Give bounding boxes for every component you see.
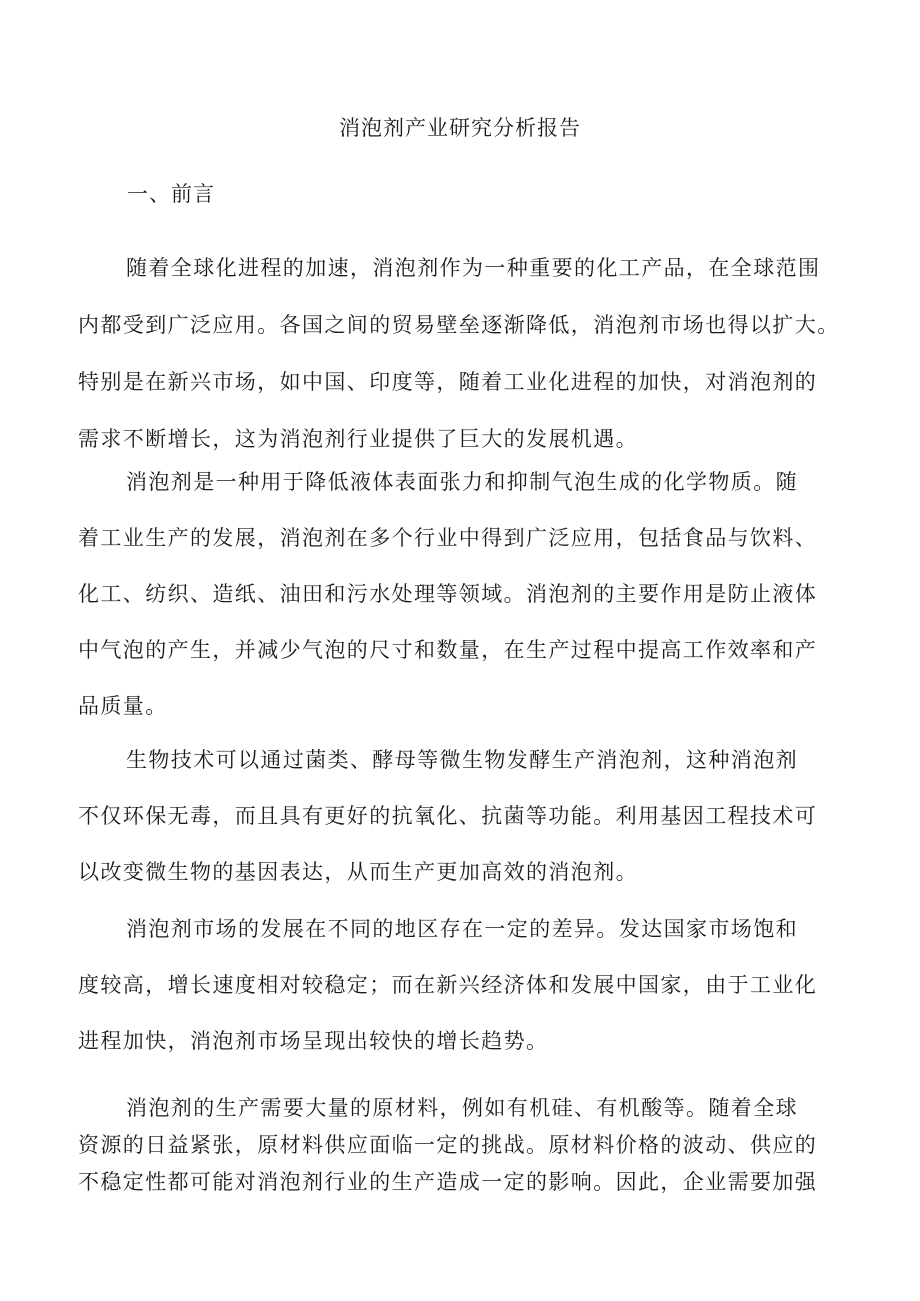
text-line: 进程加快，消泡剂市场呈现出较快的增长趋势。 bbox=[78, 1029, 549, 1053]
text-line: 内都受到广泛应用。各国之间的贸易壁垒逐渐降低，消泡剂市场也得以扩大。 bbox=[78, 313, 840, 337]
text-line: 消泡剂市场的发展在不同的地区存在一定的差异。发达国家市场饱和 bbox=[126, 917, 798, 941]
text-line: 不仅环保无毒，而且具有更好的抗氧化、抗菌等功能。利用基因工程技术可 bbox=[78, 804, 818, 828]
document-title: 消泡剂产业研究分析报告 bbox=[339, 116, 581, 140]
text-line: 消泡剂是一种用于降低液体表面张力和抑制气泡生成的化学物质。随 bbox=[126, 470, 798, 494]
paragraph-intro-globalization bbox=[78, 240, 846, 468]
paragraph-raw-materials bbox=[78, 1090, 846, 1201]
text-line: 不稳定性都可能对消泡剂行业的生产造成一定的影响。因此，企业需要加强 bbox=[78, 1170, 818, 1194]
paragraph-biotech bbox=[78, 732, 846, 900]
text-line: 消泡剂的生产需要大量的原材料，例如有机硅、有机酸等。随着全球 bbox=[126, 1096, 798, 1120]
paragraph-definition bbox=[78, 454, 846, 734]
text-line: 随着全球化进程的加速，消泡剂作为一种重要的化工产品，在全球范围 bbox=[126, 256, 821, 280]
text-line: 品质量。 bbox=[78, 694, 168, 718]
paragraph-regional-market bbox=[78, 901, 846, 1069]
text-line: 生物技术可以通过菌类、酵母等微生物发酵生产消泡剂，这种消泡剂 bbox=[126, 748, 798, 772]
text-line: 以改变微生物的基因表达，从而生产更加高效的消泡剂。 bbox=[78, 860, 638, 884]
text-line: 特别是在新兴市场，如中国、印度等，随着工业化进程的加快，对消泡剂的 bbox=[78, 370, 818, 394]
text-line: 资源的日益紧张，原材料供应面临一定的挑战。原材料价格的波动、供应的 bbox=[78, 1133, 818, 1157]
text-line: 化工、纺织、造纸、油田和污水处理等领域。消泡剂的主要作用是防止液体 bbox=[78, 582, 818, 606]
text-line: 中气泡的产生，并减少气泡的尺寸和数量，在生产过程中提高工作效率和产 bbox=[78, 638, 818, 662]
text-line: 着工业生产的发展，消泡剂在多个行业中得到广泛应用，包括食品与饮料、 bbox=[78, 526, 818, 550]
section-heading: 一、前言 bbox=[127, 182, 215, 206]
text-line: 需求不断增长，这为消泡剂行业提供了巨大的发展机遇。 bbox=[78, 427, 638, 451]
text-line: 度较高，增长速度相对较稳定；而在新兴经济体和发展中国家，由于工业化 bbox=[78, 973, 818, 997]
